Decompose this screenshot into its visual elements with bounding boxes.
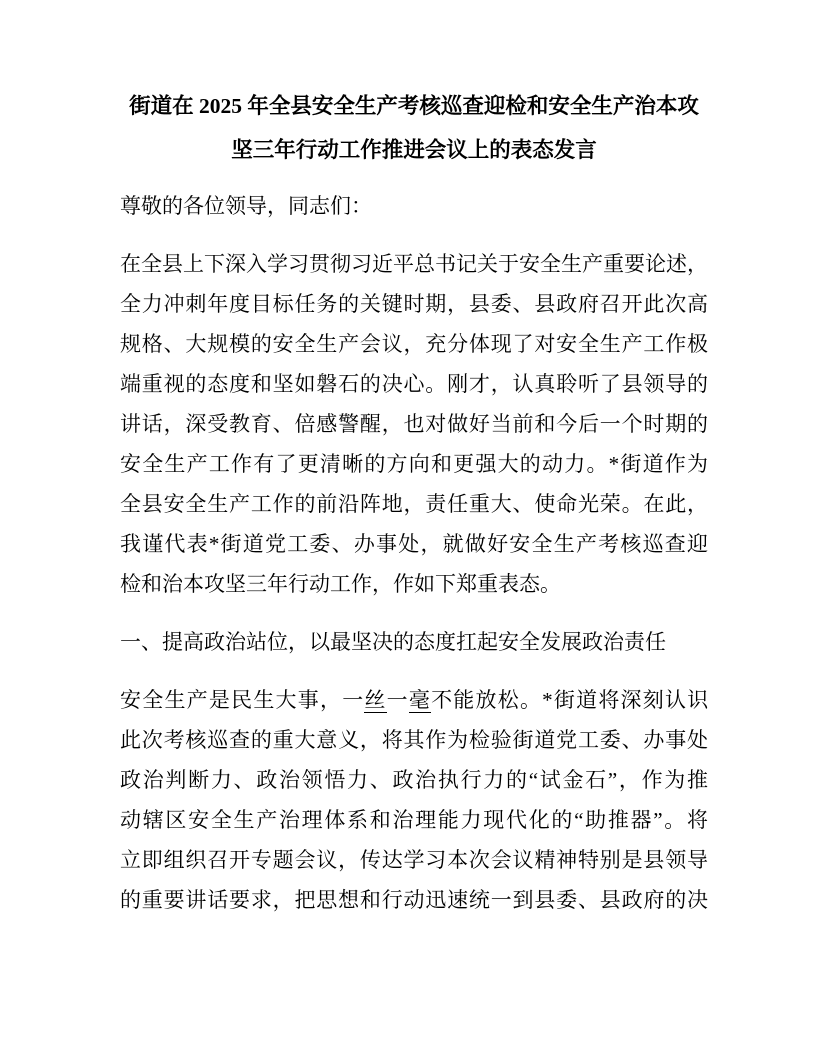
underlined-char: 丝 [364, 688, 387, 712]
paragraphs [120, 244, 708, 920]
text-line: 动辖区安全生产治理体系和治理能力现代化的“助推器”。将 [120, 808, 708, 832]
document-content [120, 84, 708, 938]
text-line: 在全县上下深入学习贯彻习近平总书记关于安全生产重要论述， [120, 252, 708, 276]
title-line-2: 坚三年行动工作推进会议上的表态发言 [231, 138, 597, 162]
text-line: 讲话，深受教育、倍感警醒，也对做好当前和今后一个时期的 [120, 412, 708, 436]
text-line: 安全生产是民生大事，一丝一毫不能放松。*街道将深刻认识 [120, 688, 709, 712]
text-line: 此次考核巡查的重大意义，将其作为检验街道党工委、办事处 [120, 728, 708, 752]
section-heading [120, 622, 708, 662]
greeting-line: 尊敬的各位领导，同志们： [120, 194, 372, 218]
text-line: 全力冲刺年度目标任务的关键时期，县委、县政府召开此次高 [120, 292, 708, 316]
text-line: 检和治本攻坚三年行动工作，作如下郑重表态。 [120, 572, 561, 596]
text-line: 全县安全生产工作的前沿阵地，责任重大、使命光荣。在此， [120, 492, 708, 516]
title-line-1: 街道在 2025 年全县安全生产考核巡查迎检和安全生产治本攻 [129, 94, 699, 118]
text-line: 端重视的态度和坚如磐石的决心。刚才，认真聆听了县领导的 [120, 372, 708, 396]
text-line: 安全生产工作有了更清晰的方向和更强大的动力。*街道作为 [120, 452, 708, 476]
paragraph [120, 244, 708, 604]
text-line: 政治判断力、政治领悟力、政治执行力的“试金石”，作为推 [120, 768, 708, 792]
paragraph [120, 680, 708, 920]
heading-line: 一、提高政治站位，以最坚决的态度扛起安全发展政治责任 [120, 630, 666, 654]
document-title [120, 84, 708, 172]
text-line: 的重要讲话要求，把思想和行动迅速统一到县委、县政府的决 [120, 888, 708, 912]
text-line: 我谨代表*街道党工委、办事处，就做好安全生产考核巡查迎 [120, 532, 708, 556]
underlined-char: 毫 [408, 688, 432, 712]
text-line: 规格、大规模的安全生产会议，充分体现了对安全生产工作极 [120, 332, 708, 356]
text-line: 立即组织召开专题会议，传达学习本次会议精神特别是县领导 [120, 848, 708, 872]
